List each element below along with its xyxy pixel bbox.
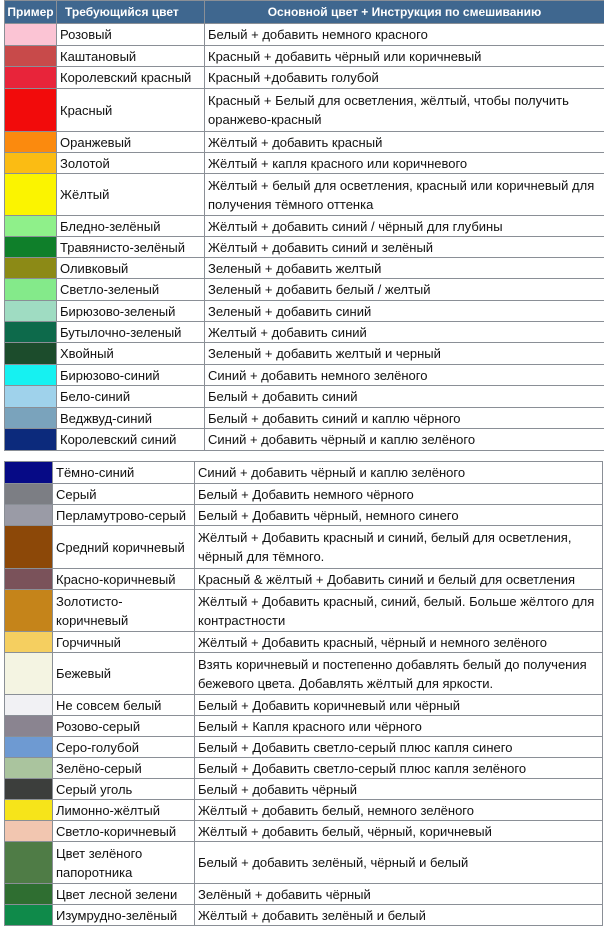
color-name: Бирюзово-синий (57, 365, 205, 386)
table-row (5, 569, 603, 590)
mix-instruction: Белый + добавить немного красного (205, 24, 604, 46)
color-swatch (5, 737, 53, 758)
table-row (5, 132, 604, 153)
table-row (5, 905, 603, 926)
table-row (5, 758, 603, 779)
table-row (5, 779, 603, 800)
mix-instruction: Синий + добавить чёрный и каплю зелёного (205, 429, 604, 451)
color-swatch (5, 821, 53, 842)
color-name: Золотой (57, 153, 205, 174)
table-row (5, 716, 603, 737)
table-row (5, 322, 604, 343)
color-swatch (5, 695, 53, 716)
mix-instruction: Жёлтый + добавить синий / чёрный для глубины (205, 216, 604, 237)
table-row (5, 462, 603, 484)
color-name: Цвет зелёного папоротника (53, 842, 195, 884)
mix-instruction: Жёлтый + добавить зелёный и белый (195, 905, 603, 926)
color-name: Красно-коричневый (53, 569, 195, 590)
mix-instruction: Белый + Добавить немного чёрного (195, 484, 603, 505)
table-row (5, 365, 604, 386)
mix-instruction: Белый + добавить зелёный, чёрный и белый (195, 842, 603, 884)
header-color: Требующийся цвет (57, 1, 205, 24)
color-swatch (5, 386, 57, 408)
color-name: Золотисто-коричневый (53, 590, 195, 632)
color-swatch (5, 365, 57, 386)
mix-instruction: Желтый + добавить синий (205, 322, 604, 343)
color-name: Перламутрово-серый (53, 505, 195, 526)
color-name: Бутылочно-зеленый (57, 322, 205, 343)
mix-instruction: Белый + добавить синий и каплю чёрного (205, 408, 604, 429)
color-name: Красный (57, 89, 205, 132)
color-swatch (5, 24, 57, 46)
color-name: Королевский синий (57, 429, 205, 451)
color-swatch (5, 462, 53, 484)
color-swatch (5, 484, 53, 505)
mix-instruction: Белый + Добавить коричневый или чёрный (195, 695, 603, 716)
color-swatch (5, 505, 53, 526)
mix-instruction: Красный + добавить чёрный или коричневый (205, 46, 604, 67)
mix-instruction: Зеленый + добавить желтый и черный (205, 343, 604, 365)
mix-instruction: Жёлтый + добавить синий и зелёный (205, 237, 604, 258)
color-name: Горчичный (53, 632, 195, 653)
mix-instruction: Синий + добавить чёрный и каплю зелёного (195, 462, 603, 484)
mix-instruction: Белый + Добавить светло-серый плюс капля зелёного (195, 758, 603, 779)
color-table-2 (4, 461, 603, 926)
color-name: Зелёно-серый (53, 758, 195, 779)
color-name: Средний коричневый (53, 526, 195, 569)
color-table-1 (4, 0, 604, 451)
color-name: Жёлтый (57, 174, 205, 216)
table-row (5, 632, 603, 653)
color-name: Бело-синий (57, 386, 205, 408)
table-row (5, 67, 604, 89)
table-row (5, 216, 604, 237)
color-swatch (5, 46, 57, 67)
color-swatch (5, 884, 53, 905)
mix-instruction: Синий + добавить немного зелёного (205, 365, 604, 386)
mix-instruction: Жёлтый + белый для осветления, красный или коричневый для получения тёмного оттенка (205, 174, 604, 216)
mix-instruction: Красный & жёлтый + Добавить синий и белый для осветления (195, 569, 603, 590)
color-name: Розовый (57, 24, 205, 46)
color-name: Каштановый (57, 46, 205, 67)
table-row (5, 237, 604, 258)
color-swatch (5, 653, 53, 695)
table-row (5, 842, 603, 884)
color-name: Серый (53, 484, 195, 505)
color-swatch (5, 429, 57, 451)
mix-instruction: Жёлтый + Добавить красный, синий, белый. Больше жёлтого для контрастности (195, 590, 603, 632)
mix-instruction: Жёлтый + капля красного или коричневого (205, 153, 604, 174)
color-swatch (5, 408, 57, 429)
color-name: Не совсем белый (53, 695, 195, 716)
table-row (5, 884, 603, 905)
mix-instruction: Белый + Капля красного или чёрного (195, 716, 603, 737)
table-divider (0, 451, 604, 461)
mix-instruction: Красный + Белый для осветления, жёлтый, чтобы получить оранжево-красный (205, 89, 604, 132)
table-row (5, 590, 603, 632)
mix-instruction: Жёлтый + добавить белый, чёрный, коричневый (195, 821, 603, 842)
color-name: Цвет лесной зелени (53, 884, 195, 905)
color-name: Лимонно-жёлтый (53, 800, 195, 821)
table-row (5, 505, 603, 526)
color-swatch (5, 905, 53, 926)
mix-instruction: Зеленый + добавить желтый (205, 258, 604, 279)
color-swatch (5, 132, 57, 153)
color-name: Оливковый (57, 258, 205, 279)
color-swatch (5, 779, 53, 800)
table-row (5, 737, 603, 758)
mix-instruction: Жёлтый + добавить белый, немного зелёного (195, 800, 603, 821)
color-swatch (5, 258, 57, 279)
mix-instruction: Зелёный + добавить чёрный (195, 884, 603, 905)
table-row (5, 429, 604, 451)
color-name: Травянисто-зелёный (57, 237, 205, 258)
mix-instruction: Жёлтый + Добавить красный, чёрный и немного зелёного (195, 632, 603, 653)
table-row (5, 800, 603, 821)
color-name: Веджвуд-синий (57, 408, 205, 429)
color-swatch (5, 301, 57, 322)
header-sample: Пример (5, 1, 57, 24)
mix-instruction: Зеленый + добавить синий (205, 301, 604, 322)
color-swatch (5, 153, 57, 174)
color-swatch (5, 343, 57, 365)
table-row (5, 343, 604, 365)
header-instruction: Основной цвет + Инструкция по смешиванию (205, 1, 604, 24)
table-row (5, 484, 603, 505)
color-swatch (5, 590, 53, 632)
color-swatch (5, 216, 57, 237)
mix-instruction: Красный +добавить голубой (205, 67, 604, 89)
table-row (5, 89, 604, 132)
table-row (5, 24, 604, 46)
mix-instruction: Жёлтый + добавить красный (205, 132, 604, 153)
mix-instruction: Белый + Добавить чёрный, немного синего (195, 505, 603, 526)
table-row (5, 821, 603, 842)
mix-instruction: Белый + добавить чёрный (195, 779, 603, 800)
color-name: Бежевый (53, 653, 195, 695)
mix-instruction: Взять коричневый и постепенно добавлять белый до получения бежевого цвета. Добавлять жёлтый для яркости. (195, 653, 603, 695)
mix-instruction: Жёлтый + Добавить красный и синий, белый для осветления, чёрный для тёмного. (195, 526, 603, 569)
table-row (5, 174, 604, 216)
color-swatch (5, 800, 53, 821)
color-name: Оранжевый (57, 132, 205, 153)
mix-instruction: Зеленый + добавить белый / желтый (205, 279, 604, 301)
color-swatch (5, 322, 57, 343)
table-row (5, 386, 604, 408)
color-name: Серый уголь (53, 779, 195, 800)
table-row (5, 258, 604, 279)
color-name: Светло-зеленый (57, 279, 205, 301)
color-name: Светло-коричневый (53, 821, 195, 842)
color-swatch (5, 716, 53, 737)
color-swatch (5, 174, 57, 216)
color-name: Тёмно-синий (53, 462, 195, 484)
color-swatch (5, 89, 57, 132)
mix-instruction: Белый + Добавить светло-серый плюс капля синего (195, 737, 603, 758)
table-row (5, 653, 603, 695)
table-row (5, 46, 604, 67)
table-row (5, 526, 603, 569)
table-row (5, 153, 604, 174)
color-swatch (5, 237, 57, 258)
mix-instruction: Белый + добавить синий (205, 386, 604, 408)
color-swatch (5, 279, 57, 301)
color-swatch (5, 842, 53, 884)
color-name: Серо-голубой (53, 737, 195, 758)
color-name: Бирюзово-зеленый (57, 301, 205, 322)
color-name: Изумрудно-зелёный (53, 905, 195, 926)
color-name: Королевский красный (57, 67, 205, 89)
table-row (5, 279, 604, 301)
color-name: Хвойный (57, 343, 205, 365)
color-swatch (5, 758, 53, 779)
color-swatch (5, 632, 53, 653)
color-swatch (5, 67, 57, 89)
color-swatch (5, 526, 53, 569)
table-row (5, 301, 604, 322)
table-header (5, 1, 604, 24)
color-name: Бледно-зелёный (57, 216, 205, 237)
table-row (5, 408, 604, 429)
color-name: Розово-серый (53, 716, 195, 737)
table-row (5, 695, 603, 716)
color-swatch (5, 569, 53, 590)
